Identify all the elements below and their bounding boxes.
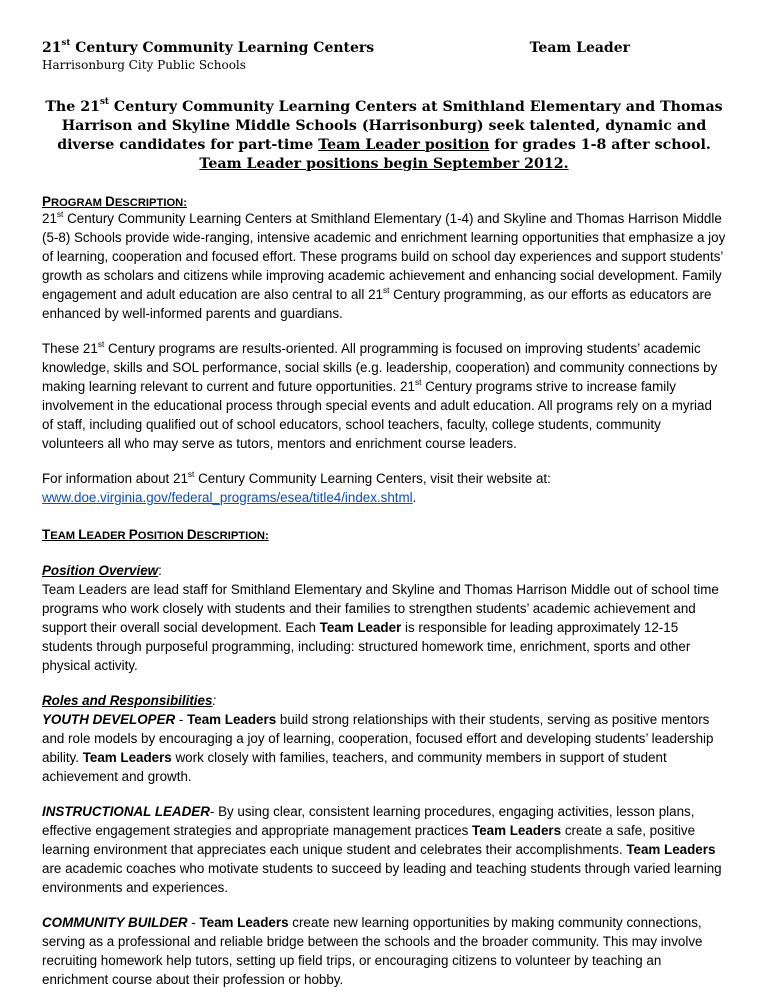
text: These 21 xyxy=(42,341,98,356)
header-organization xyxy=(42,40,374,56)
community-builder-paragraph xyxy=(42,913,726,989)
heading-cap: D xyxy=(105,194,115,209)
text-sup: st xyxy=(56,208,64,219)
youth-developer-label: YOUTH DEVELOPER xyxy=(42,712,176,727)
page-header xyxy=(42,40,726,56)
text: build strong relationships with their students, serving as positive mentors and role models by encouraging a joy of learning, cooperation, focused effort and developing students’ leadership ability. xyxy=(42,712,714,765)
heading-cap: L xyxy=(78,527,87,542)
heading-cap: T xyxy=(42,527,51,542)
title-part-1: The 21 xyxy=(45,99,100,115)
instructional-leader-paragraph xyxy=(42,802,726,897)
text: - xyxy=(187,915,200,930)
text: : xyxy=(158,563,162,578)
position-description-heading xyxy=(42,527,726,542)
text-bold: Team Leaders xyxy=(82,750,172,765)
title-sup: st xyxy=(99,97,109,108)
text: - xyxy=(175,712,188,727)
text-sup: st xyxy=(414,376,422,387)
text: 21 xyxy=(42,211,57,226)
position-overview-paragraph xyxy=(42,580,726,675)
title-part-2: Century Community Learning Centers at Smithland Elementary and Thomas Harrison and Skyline Middle Schools (Harrisonburg) seek talented, dynamic and diverse candidates for part-time xyxy=(57,99,723,153)
text: Century Community Learning Centers, visit their website at: xyxy=(194,471,551,486)
text-sup: st xyxy=(382,284,390,295)
text: is responsible for leading approximately 12-15 students through purposeful programming, including: structured homework time, enrichment, sports and other physical activity. xyxy=(42,620,691,673)
text-sup: st xyxy=(187,468,195,479)
text-bold: Team Leaders xyxy=(626,842,716,857)
text: Century programs strive to increase family involvement in the educational process through special events and adult education. All programs rely on a myriad of staff, including qualified out of school educators, school teachers, faculty, college students, community volunteers all who may serve as tutors, mentors and enrichment course leaders. xyxy=(42,379,712,451)
text-bold: Team Leader xyxy=(319,620,402,635)
roles-label: Roles and Responsibilities xyxy=(42,693,213,708)
heading-small: ESCRIPTION: xyxy=(196,530,269,542)
position-overview-label-row xyxy=(42,561,726,580)
heading-cap: D xyxy=(186,527,197,542)
document-title xyxy=(42,98,726,174)
youth-developer-paragraph xyxy=(42,710,726,786)
heading-cap: P xyxy=(128,527,138,542)
heading-small: EAM xyxy=(50,530,79,542)
header-role: Team Leader xyxy=(529,40,630,56)
roles-label-row xyxy=(42,691,726,710)
text-bold: Team Leaders xyxy=(472,823,562,838)
text: Century programs are results-oriented. All programming is focused on improving students’ academic knowledge, skills and SOL performance, social skills (e.g. leadership, cooperation) and community connections by making learning relevant to current and future opportunities. 21 xyxy=(42,341,718,394)
text: are academic coaches who motivate students to succeed by leading and teaching students through varied learning environments and experiences. xyxy=(42,861,722,895)
header-org-rest: Century Community Learning Centers xyxy=(70,40,375,56)
header-org-sup: st xyxy=(61,38,71,49)
text-sup: st xyxy=(97,338,105,349)
text: create a safe, positive learning environment that appreciates each unique student and celebrates their accomplishments. xyxy=(42,823,696,857)
text: create new learning opportunities by making community connections, serving as a professional and reliable bridge between the schools and the broader community. This may involve recruiting homework help tutors, setting up field trips, or encouraging citizens to volunteer by teaching an enrichment course about their profession or hobby. xyxy=(42,915,703,987)
instructional-leader-label: INSTRUCTIONAL LEADER xyxy=(42,804,210,819)
heading-small: ROGRAM xyxy=(51,197,106,209)
community-builder-label: COMMUNITY BUILDER xyxy=(42,915,188,930)
program-description-heading xyxy=(42,194,726,209)
text: : xyxy=(212,693,217,708)
text: Century Community Learning Centers at Smithland Elementary (1-4) and Skyline and Thomas Harrison Middle (5-8) Schools provide wide-ranging, intensive academic and enrichment learning opportunities that emphasize a joy of learning, cooperation and focused effort. These programs build on school day experiences and support students’ growth as scholars and citizens while improving academic achievement and enhancing social development. Family engagement and adult education are also central to all 21 xyxy=(42,211,726,302)
position-overview-label: Position Overview xyxy=(42,563,159,578)
program-paragraph-2 xyxy=(42,339,726,453)
text-bold: Team Leaders xyxy=(199,915,289,930)
text: . xyxy=(412,490,417,505)
text: Team Leaders are lead staff for Smithland Elementary and Skyline and Thomas Harrison Middle out of school time programs who work closely with students and their families to strengthen students’ academic achievement and support their overall social development. Each xyxy=(42,582,719,635)
program-website-link[interactable]: www.doe.virginia.gov/federal_programs/esea/title4/index.shtml xyxy=(42,490,413,505)
text-bold: Team Leaders xyxy=(187,712,277,727)
text: - By using clear, consistent learning procedures, engaging activities, lesson plans, effective engagement strategies and appropriate management practices xyxy=(42,804,695,838)
heading-small: OSITION xyxy=(137,530,187,542)
title-part-3: for grades 1-8 after school. xyxy=(489,137,711,153)
header-org-21: 21 xyxy=(42,40,62,56)
text: work closely with families, teachers, and community members in support of student achievement and growth. xyxy=(42,750,667,784)
heading-small: ESCRIPTION: xyxy=(114,197,187,209)
header-district: Harrisonburg City Public Schools xyxy=(42,58,246,72)
heading-small: EADER xyxy=(86,530,129,542)
program-paragraph-1 xyxy=(42,209,726,323)
title-position-underlined: Team Leader position xyxy=(318,137,490,153)
text: Century programming, as our efforts as educators are enhanced by well-informed parents and guardians. xyxy=(42,287,712,321)
program-paragraph-3 xyxy=(42,469,726,507)
heading-cap: P xyxy=(42,194,52,209)
title-start-date: Team Leader positions begin September 2012. xyxy=(199,156,569,172)
text: For information about 21 xyxy=(42,471,188,486)
